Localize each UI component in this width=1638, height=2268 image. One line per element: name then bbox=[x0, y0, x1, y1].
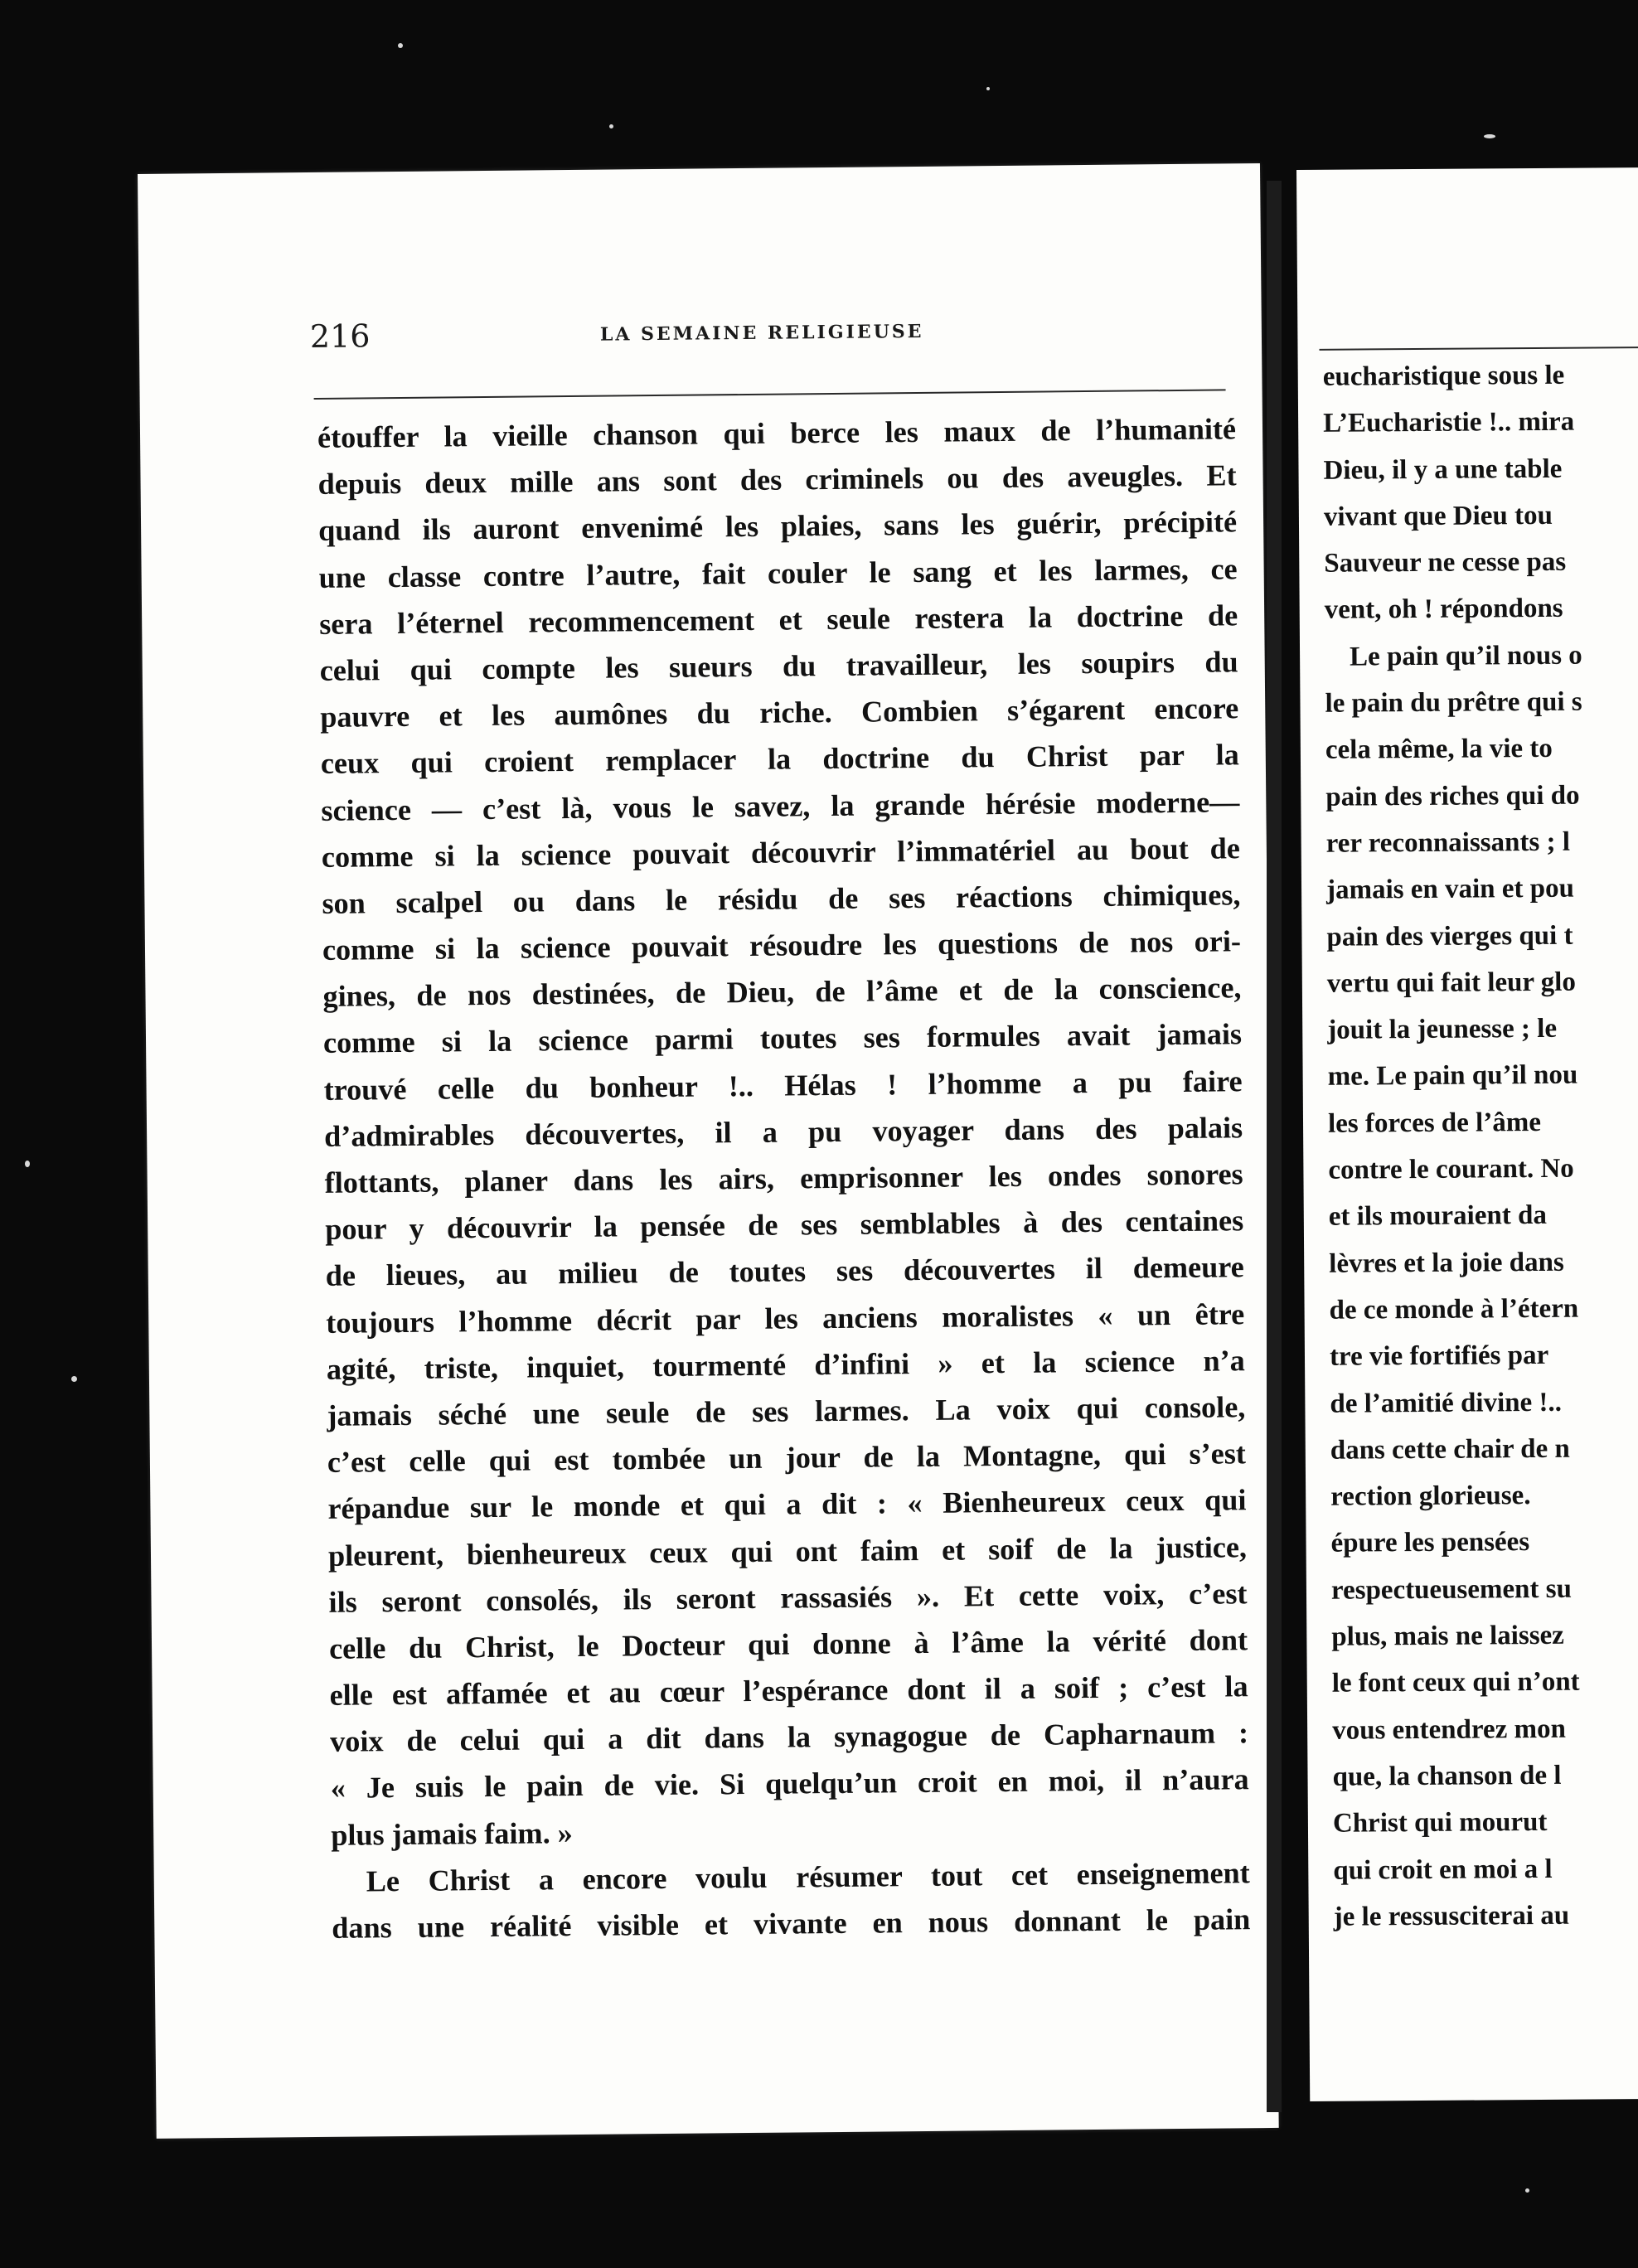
text-line: dans une réalité visible et vivante en nous donnant le pain bbox=[332, 1902, 1251, 1945]
dust-speck bbox=[1484, 134, 1495, 138]
text-line: sera l’éternel recommencement et seule restera la doctrine de bbox=[319, 598, 1238, 641]
text-line: celui qui compte les sueurs du travailleur, les soupirs du bbox=[319, 645, 1238, 687]
text-line: de ce monde à l’étern bbox=[1329, 1293, 1579, 1325]
text-line: plus jamais faim. » bbox=[331, 1815, 573, 1852]
dust-speck bbox=[609, 124, 613, 128]
text-line: contre le courant. No bbox=[1328, 1153, 1574, 1185]
text-line: les forces de l’âme bbox=[1327, 1107, 1542, 1139]
header-rule bbox=[1320, 346, 1638, 351]
text-line: qui croit en moi a l bbox=[1333, 1854, 1553, 1886]
text-line: le font ceux qui n’ont bbox=[1331, 1666, 1580, 1699]
text-line: jamais séché une seule de ses larmes. La voix qui console, bbox=[327, 1390, 1246, 1432]
body-text bbox=[1323, 351, 1638, 1941]
text-line: rection glorieuse. bbox=[1330, 1480, 1531, 1512]
body-text bbox=[317, 405, 1251, 1951]
text-line: vent, oh ! répondons bbox=[1324, 594, 1563, 626]
text-line: cela même, la vie to bbox=[1325, 734, 1553, 766]
text-line: son scalpel ou dans le résidu de ses réactions chimiques, bbox=[322, 878, 1241, 920]
text-line: pauvre et les aumônes du riche. Combien s’égarent encore bbox=[320, 691, 1239, 734]
right-page bbox=[1296, 167, 1638, 2101]
text-line: pour y découvrir la pensée de ses semblables à des centaines bbox=[325, 1204, 1244, 1247]
page-header bbox=[309, 309, 1230, 356]
text-line: pain des vierges qui t bbox=[1326, 920, 1573, 952]
running-title: LA SEMAINE RELIGIEUSE bbox=[599, 320, 924, 346]
dust-speck bbox=[25, 1161, 30, 1167]
text-line: toujours l’homme décrit par les anciens moralistes « un être bbox=[326, 1296, 1245, 1340]
text-line: elle est affamée et au cœur l’espérance dont il a soif ; c’est la bbox=[329, 1670, 1248, 1712]
text-line: pain des riches qui do bbox=[1325, 780, 1580, 812]
text-line: L’Eucharistie !.. mira bbox=[1323, 406, 1575, 439]
text-line: je le ressusciterai au bbox=[1333, 1900, 1570, 1932]
text-line: Dieu, il y a une table bbox=[1323, 453, 1563, 486]
text-line: voix de celui qui a dit dans la synagogue de Capharnaum : bbox=[329, 1716, 1249, 1759]
text-line: me. Le pain qu’il nou bbox=[1327, 1060, 1578, 1093]
text-line: depuis deux mille ans sont des criminels ou des aveugles. Et bbox=[317, 458, 1237, 502]
page-number: 216 bbox=[309, 317, 371, 356]
text-line: Sauveur ne cesse pas bbox=[1324, 546, 1567, 579]
text-line: de l’amitié divine !.. bbox=[1330, 1387, 1563, 1419]
text-line: plus, mais ne laissez bbox=[1331, 1620, 1565, 1652]
text-line: ceux qui croient remplacer la doctrine du Christ par la bbox=[320, 738, 1239, 781]
text-line: le pain du prêtre qui s bbox=[1325, 686, 1582, 719]
left-page bbox=[138, 163, 1279, 2139]
text-line: Le pain qu’il nous o bbox=[1349, 640, 1582, 672]
text-line: ils seront consolés, ils seront rassasiés ». Et cette voix, c’est bbox=[328, 1576, 1248, 1619]
text-line: vous entendrez mon bbox=[1332, 1713, 1566, 1746]
text-line: quand ils auront envenimé les plaies, sans les guérir, précipité bbox=[317, 505, 1238, 548]
header-rule bbox=[314, 389, 1226, 400]
text-line: une classe contre l’autre, fait couler le sang et les larmes, ce bbox=[318, 551, 1238, 594]
text-line: rer reconnaissants ; l bbox=[1325, 826, 1571, 859]
text-line: d’admirables découvertes, il a pu voyager dans des palais bbox=[323, 1111, 1243, 1153]
text-line: flottants, planer dans les airs, emprisonner les ondes sonores bbox=[324, 1157, 1243, 1199]
dust-speck bbox=[71, 1376, 77, 1382]
text-line: que, la chanson de l bbox=[1332, 1760, 1562, 1792]
text-line: jouit la jeunesse ; le bbox=[1327, 1013, 1558, 1045]
text-line: eucharistique sous le bbox=[1322, 360, 1565, 392]
text-line: comme si la science pouvait résoudre les questions de nos ori- bbox=[322, 924, 1242, 967]
text-line: de lieues, au milieu de toutes ses découvertes il demeure bbox=[325, 1250, 1244, 1293]
text-line: science — c’est là, vous le savez, la grande hérésie moderne— bbox=[321, 784, 1240, 827]
dust-speck bbox=[398, 43, 403, 48]
text-line: c’est celle qui est tombée un jour de la Montagne, qui s’est bbox=[327, 1437, 1247, 1479]
text-line: vertu qui fait leur glo bbox=[1326, 967, 1577, 999]
text-line: trouvé celle du bonheur !.. Hélas ! l’homme a pu faire bbox=[323, 1064, 1243, 1107]
text-line: dans cette chair de n bbox=[1330, 1433, 1570, 1466]
text-line: Le Christ a encore voulu résumer tout cet enseignement bbox=[366, 1856, 1250, 1898]
text-line: vivant que Dieu tou bbox=[1323, 500, 1553, 532]
text-line: lèvres et la joie dans bbox=[1329, 1247, 1564, 1279]
text-line: tre vie fortifiés par bbox=[1329, 1340, 1549, 1372]
text-line: étouffer la vieille chanson qui berce les maux de l’humanité bbox=[317, 412, 1237, 454]
text-line: gines, de nos destinées, de Dieu, de l’âme et de la conscience, bbox=[322, 971, 1242, 1014]
dust-speck bbox=[986, 87, 990, 90]
text-line: respectueusement su bbox=[1330, 1573, 1573, 1606]
dust-speck bbox=[1525, 2188, 1529, 2193]
text-line: jamais en vain et pou bbox=[1325, 873, 1575, 906]
text-line: celle du Christ, le Docteur qui donne à l’âme la vérité dont bbox=[328, 1623, 1248, 1665]
text-line: agité, triste, inquiet, tourmenté d’infini » et la science n’a bbox=[326, 1343, 1245, 1386]
text-line: et ils mouraient da bbox=[1328, 1200, 1548, 1233]
text-line: répandue sur le monde et qui a dit : « Bienheureux ceux qui bbox=[327, 1483, 1247, 1526]
text-line: Christ qui mourut bbox=[1332, 1807, 1548, 1839]
text-line: « Je suis le pain de vie. Si quelqu’un croit en moi, il n’aura bbox=[330, 1762, 1249, 1805]
text-line: comme si la science parmi toutes ses formules avait jamais bbox=[322, 1017, 1243, 1060]
book-spine bbox=[1267, 181, 1282, 2112]
text-line: comme si la science pouvait découvrir l’immatériel au bout de bbox=[321, 831, 1241, 874]
text-line: pleurent, bienheureux ceux qui ont faim et soif de la justice, bbox=[327, 1529, 1248, 1573]
text-line: épure les pensées bbox=[1330, 1527, 1530, 1559]
